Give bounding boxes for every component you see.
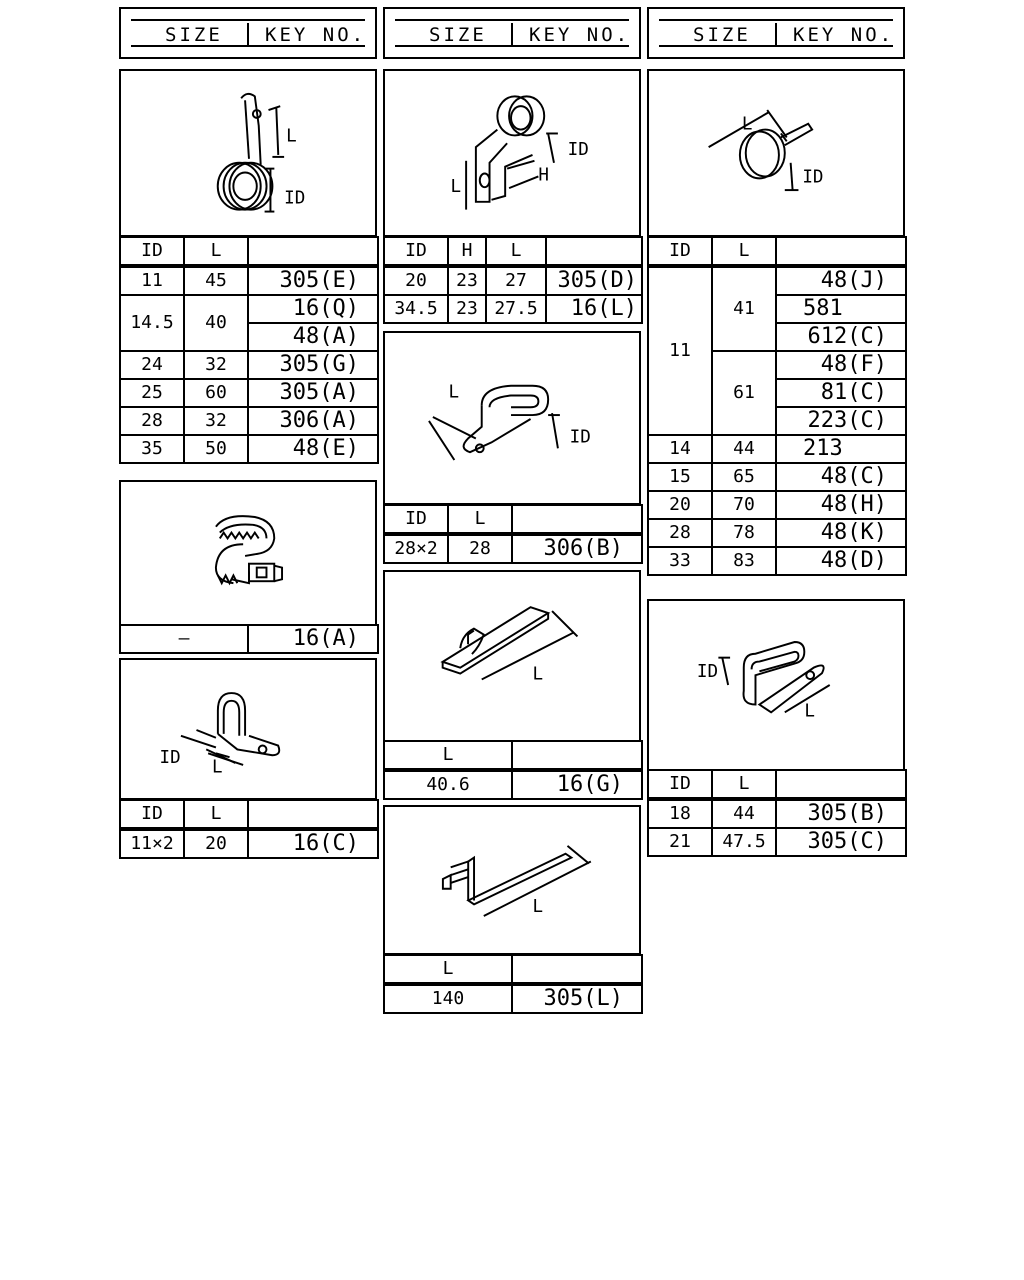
cell-id: 28	[120, 407, 184, 435]
col-header-h: H	[448, 237, 486, 266]
clamp-d-drawing	[385, 71, 639, 235]
cell-l: 27.5	[486, 295, 546, 323]
cell-key: 223(C)	[776, 407, 906, 435]
clamp-h-illustration	[647, 69, 905, 237]
col-header-id: ID	[384, 237, 448, 266]
col-header-l: L	[448, 505, 512, 534]
cell-id: 25	[120, 379, 184, 407]
dim-label: L	[448, 382, 460, 403]
cell-id: 14.5	[120, 295, 184, 351]
dim-label: L	[804, 701, 815, 722]
header-key-label: KEY NO.	[529, 24, 631, 46]
dim-label: ID	[159, 748, 181, 769]
clamp-e-table	[383, 504, 643, 564]
cell-l: 32	[184, 351, 248, 379]
clamp-g-drawing	[385, 807, 639, 953]
cell-key: 48(D)	[776, 547, 906, 575]
col-header-key	[776, 770, 906, 799]
cell-l: 83	[712, 547, 776, 575]
clamp-f-illustration	[383, 570, 641, 742]
clamp-f-table	[383, 740, 643, 800]
clamp-b-drawing	[121, 482, 375, 624]
header-size-label: SIZE	[165, 24, 223, 46]
col-header-id: ID	[120, 237, 184, 266]
cell-id: 14	[648, 435, 712, 463]
cell-l: 32	[184, 407, 248, 435]
cell-l: 20	[184, 829, 248, 858]
cell-key: 305(B)	[776, 799, 906, 828]
clamp-h-drawing	[649, 71, 903, 235]
cell-l: 140	[384, 984, 512, 1013]
col-header-id: ID	[648, 770, 712, 799]
cell-key: 16(C)	[248, 829, 378, 858]
dim-label: L	[286, 126, 297, 147]
dim-label: ID	[802, 167, 824, 188]
col-header-l: L	[384, 955, 512, 984]
clamp-e-drawing	[385, 333, 639, 503]
cell-key: 48(F)	[776, 351, 906, 379]
col-header-l: L	[384, 741, 512, 770]
cell-key: 48(H)	[776, 491, 906, 519]
header-divider	[511, 23, 513, 47]
dim-label: L	[741, 114, 753, 135]
cell-key: 305(E)	[248, 266, 378, 295]
header-col-1	[119, 7, 377, 59]
dim-label: ID	[567, 139, 589, 160]
col-header-key	[248, 800, 378, 829]
col-header-key	[512, 955, 642, 984]
col-header-id: ID	[384, 505, 448, 534]
cell-l: 40.6	[384, 770, 512, 799]
cell-key: 306(A)	[248, 407, 378, 435]
cell-id: 28	[648, 519, 712, 547]
clamp-e-illustration	[383, 331, 641, 505]
col-header-l: L	[184, 800, 248, 829]
cell-h: 23	[448, 266, 486, 295]
col-header-id: ID	[648, 237, 712, 266]
clamp-h-table	[647, 236, 907, 576]
cell-id: 11×2	[120, 829, 184, 858]
col-header-key	[512, 741, 642, 770]
clamp-c-illustration	[119, 658, 377, 800]
col-header-key	[546, 237, 642, 266]
clamp-f-drawing	[385, 572, 639, 740]
header-col-2	[383, 7, 641, 59]
cell-l: 28	[448, 534, 512, 563]
col-header-l: L	[486, 237, 546, 266]
cell-l: 47.5	[712, 828, 776, 856]
cell-key: 16(L)	[546, 295, 642, 323]
cell-h: 23	[448, 295, 486, 323]
cell-key: 305(G)	[248, 351, 378, 379]
cell-l: 78	[712, 519, 776, 547]
cell-l: 60	[184, 379, 248, 407]
dim-label: H	[538, 165, 549, 186]
clamp-c-table	[119, 799, 379, 859]
clamp-i-illustration	[647, 599, 905, 771]
cell-id: 11	[120, 266, 184, 295]
cell-l: 44	[712, 799, 776, 828]
cell-l: 65	[712, 463, 776, 491]
col-header-key	[776, 237, 906, 266]
cell-key: 81(C)	[776, 379, 906, 407]
cell-key: 213	[776, 435, 906, 463]
cell-l: 44	[712, 435, 776, 463]
clamp-c-drawing	[121, 660, 375, 798]
col-header-key	[248, 237, 378, 266]
cell-key: 16(Q)	[248, 295, 378, 323]
cell-size: —	[120, 625, 248, 653]
cell-id: 15	[648, 463, 712, 491]
cell-key: 612(C)	[776, 323, 906, 351]
cell-id: 24	[120, 351, 184, 379]
cell-l: 41	[712, 266, 776, 351]
cell-id: 21	[648, 828, 712, 856]
header-key-label: KEY NO.	[265, 24, 367, 46]
cell-key: 48(K)	[776, 519, 906, 547]
cell-key: 16(A)	[248, 625, 378, 653]
cell-key: 581	[776, 295, 906, 323]
clamp-d-table	[383, 236, 643, 324]
header-divider	[247, 23, 249, 47]
clamp-i-table	[647, 769, 907, 857]
col-header-l: L	[712, 237, 776, 266]
cell-key: 305(D)	[546, 266, 642, 295]
cell-id: 20	[384, 266, 448, 295]
dim-label: L	[212, 757, 223, 778]
header-col-3	[647, 7, 905, 59]
col-header-id: ID	[120, 800, 184, 829]
cell-key: 16(G)	[512, 770, 642, 799]
cell-id: 35	[120, 435, 184, 463]
cell-key: 305(A)	[248, 379, 378, 407]
cell-key: 306(B)	[512, 534, 642, 563]
clamp-i-drawing	[649, 601, 903, 769]
dim-label: L	[450, 177, 462, 198]
cell-key: 48(C)	[776, 463, 906, 491]
cell-key: 48(A)	[248, 323, 378, 351]
cell-id: 34.5	[384, 295, 448, 323]
col-header-l: L	[712, 770, 776, 799]
cell-l: 50	[184, 435, 248, 463]
col-header-key	[512, 505, 642, 534]
cell-id: 20	[648, 491, 712, 519]
cell-key: 48(E)	[248, 435, 378, 463]
header-size-label: SIZE	[429, 24, 487, 46]
clamp-a-drawing	[121, 71, 375, 235]
dim-label: L	[532, 664, 544, 685]
clamp-d-illustration	[383, 69, 641, 237]
clamp-a-illustration	[119, 69, 377, 237]
cell-l: 61	[712, 351, 776, 435]
cell-key: 305(L)	[512, 984, 642, 1013]
clamp-b-table	[119, 624, 379, 654]
header-key-label: KEY NO.	[793, 24, 895, 46]
clamp-g-illustration	[383, 805, 641, 955]
cell-id: 33	[648, 547, 712, 575]
clamp-g-table	[383, 954, 643, 1014]
cell-id: 18	[648, 799, 712, 828]
col-header-l: L	[184, 237, 248, 266]
cell-id: 28×2	[384, 534, 448, 563]
dim-label: L	[532, 897, 543, 918]
cell-id: 11	[648, 266, 712, 435]
header-divider	[775, 23, 777, 47]
dim-label: ID	[284, 188, 306, 209]
cell-key: 48(J)	[776, 266, 906, 295]
cell-l: 40	[184, 295, 248, 351]
clamp-a-table	[119, 236, 379, 464]
cell-l: 70	[712, 491, 776, 519]
header-size-label: SIZE	[693, 24, 751, 46]
cell-l: 27	[486, 266, 546, 295]
dim-label: ID	[569, 427, 591, 448]
cell-key: 305(C)	[776, 828, 906, 856]
cell-l: 45	[184, 266, 248, 295]
dim-label: ID	[696, 662, 719, 683]
clamp-b-illustration	[119, 480, 377, 626]
